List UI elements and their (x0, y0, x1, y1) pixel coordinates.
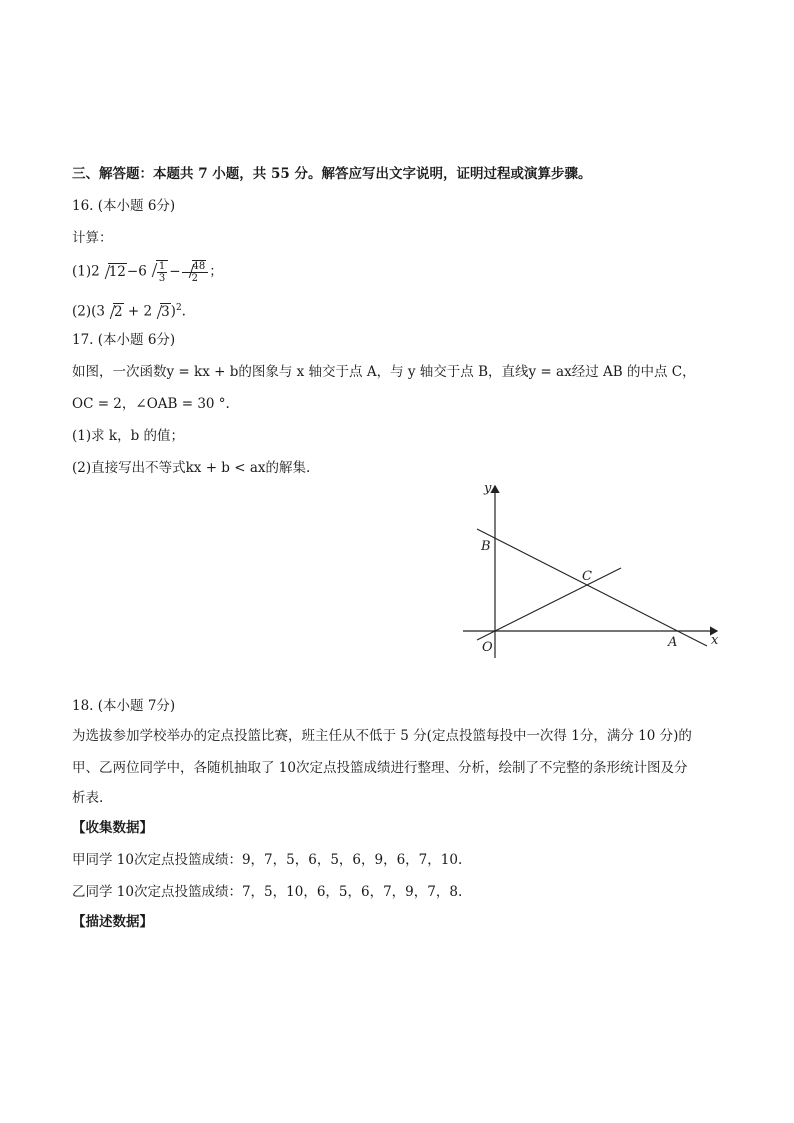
radical (184, 261, 207, 272)
radicand: 48 (192, 260, 206, 272)
label-b: B (481, 539, 491, 554)
q18-desc2: 甲、乙两位同学中，各随机抽取了 10次定点投篮成绩进行整理、分析，绘制了不完整的条形统计图及分 (72, 760, 688, 776)
fraction (182, 261, 209, 284)
radical (147, 260, 169, 284)
q18-desc3: 析表. (72, 790, 104, 806)
q18-header: 18. (本小题 7分) (72, 698, 176, 714)
q16-part1 (72, 260, 223, 284)
radicand: 3 (161, 303, 170, 320)
q17-part2: (2)直接写出不等式kx + b < ax的解集. (72, 460, 311, 476)
yi-scores: 乙同学 10次定点投篮成绩：7，5，10，6，5，6，7，9，7，8. (72, 884, 463, 900)
q16-part2-open: (3 (91, 303, 105, 320)
q17-line1: 如图，一次函数y = kx + b的图象与 x 轴交于点 A，与 y 轴交于点 B，直线y = ax经过 AB 的中点 C， (72, 364, 696, 380)
q16-header: 16. (本小题 6分) (72, 198, 176, 214)
radical (152, 302, 171, 322)
label-y: y (484, 481, 492, 496)
q16-part1-minus2: − (169, 263, 181, 280)
q16-part1-coef1: 2 (91, 263, 100, 280)
label-o: O (482, 640, 493, 655)
q16-part2-end: . (181, 303, 186, 320)
q18-desc1: 为选拔参加学校举办的定点投篮比赛，班主任从不低于 5 分(定点投篮每投中一次得 1分，满分 10 分)的 (72, 728, 692, 744)
q16-part2-close: ) (170, 303, 176, 320)
radicand: 2 (113, 303, 123, 320)
numerator (182, 261, 209, 273)
q16-intro: 计算： (72, 230, 113, 246)
jia-scores: 甲同学 10次定点投篮成绩：9，7，5，6，5，6，9，6，7，10. (72, 852, 463, 868)
coordinate-graph (455, 478, 727, 666)
denominator: 3 (158, 273, 166, 284)
fraction (156, 260, 168, 284)
q16-part1-minus1: −6 (126, 263, 147, 280)
denominator: 2 (191, 272, 199, 284)
line-ab (477, 529, 707, 646)
q16-part1-label: (1) (72, 263, 92, 280)
radical (100, 262, 127, 282)
radical (105, 302, 124, 322)
describe-header: 【描述数据】 (72, 914, 153, 930)
q17-header: 17. (本小题 6分) (72, 332, 176, 348)
label-x: x (711, 633, 719, 648)
q17-line2: OC = 2，∠OAB = 30 °. (72, 396, 230, 412)
line-oc (477, 568, 621, 640)
q16-part2-plus: + 2 (123, 303, 153, 320)
q16-part2 (72, 298, 186, 322)
section-header: 三、解答题：本题共 7 小题，共 55 分。解答应写出文字说明，证明过程或演算步骤。 (72, 166, 592, 182)
numerator: 1 (158, 261, 166, 272)
label-c: C (582, 569, 592, 584)
label-a: A (668, 635, 678, 650)
collect-header: 【收集数据】 (72, 820, 153, 836)
q16-part1-end: ； (209, 263, 223, 280)
q16-part2-label: (2) (72, 303, 92, 320)
q17-part1: (1)求 k，b 的值； (72, 428, 185, 444)
radicand: 12 (108, 263, 126, 280)
exponent: 2 (175, 303, 182, 313)
